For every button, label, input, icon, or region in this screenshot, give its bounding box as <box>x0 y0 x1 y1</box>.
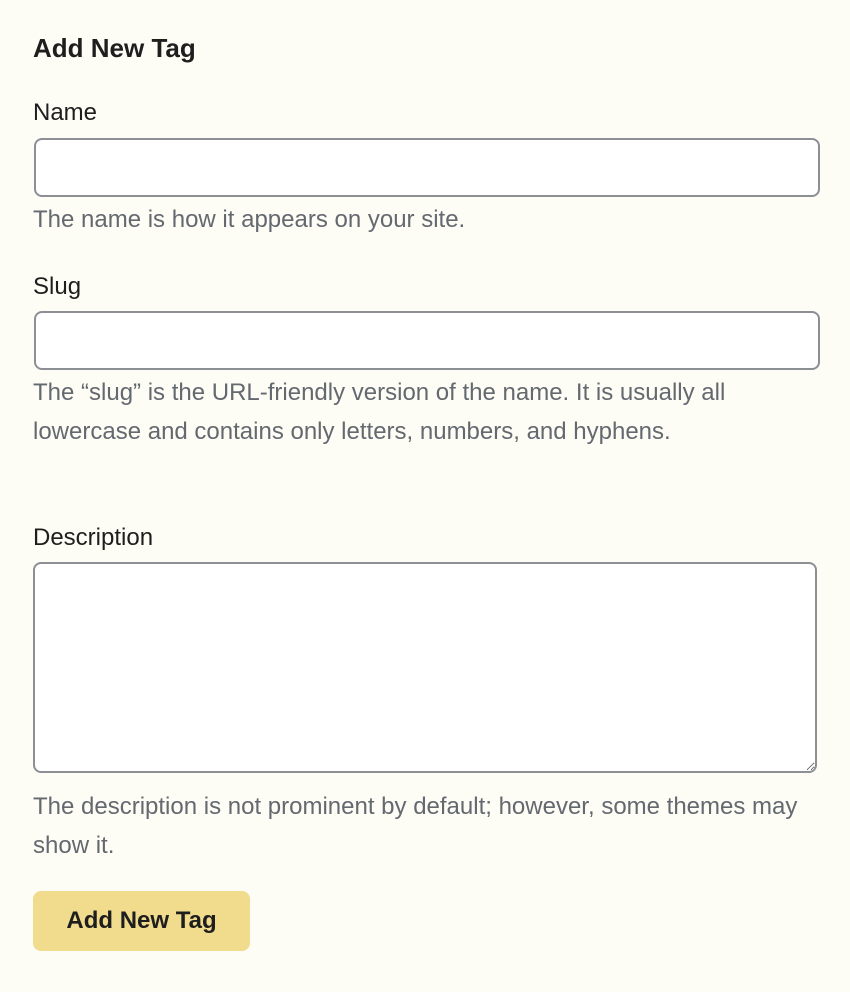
slug-label: Slug <box>33 273 82 300</box>
description-label: Description <box>33 524 154 551</box>
description-textarea[interactable] <box>33 562 817 773</box>
slug-input[interactable] <box>34 311 820 370</box>
form-heading: Add New Tag <box>33 33 196 63</box>
name-input[interactable] <box>34 138 820 197</box>
name-help-text: The name is how it appears on your site. <box>33 206 466 233</box>
description-help-text: The description is not prominent by default; however, some themes may show it. <box>33 793 798 859</box>
name-label: Name <box>33 99 98 126</box>
add-new-tag-button[interactable]: Add New Tag <box>33 891 250 951</box>
slug-help-text: The “slug” is the URL-friendly version of the name. It is usually all lowercase and contains only letters, numbers, and hyphens. <box>33 379 726 445</box>
